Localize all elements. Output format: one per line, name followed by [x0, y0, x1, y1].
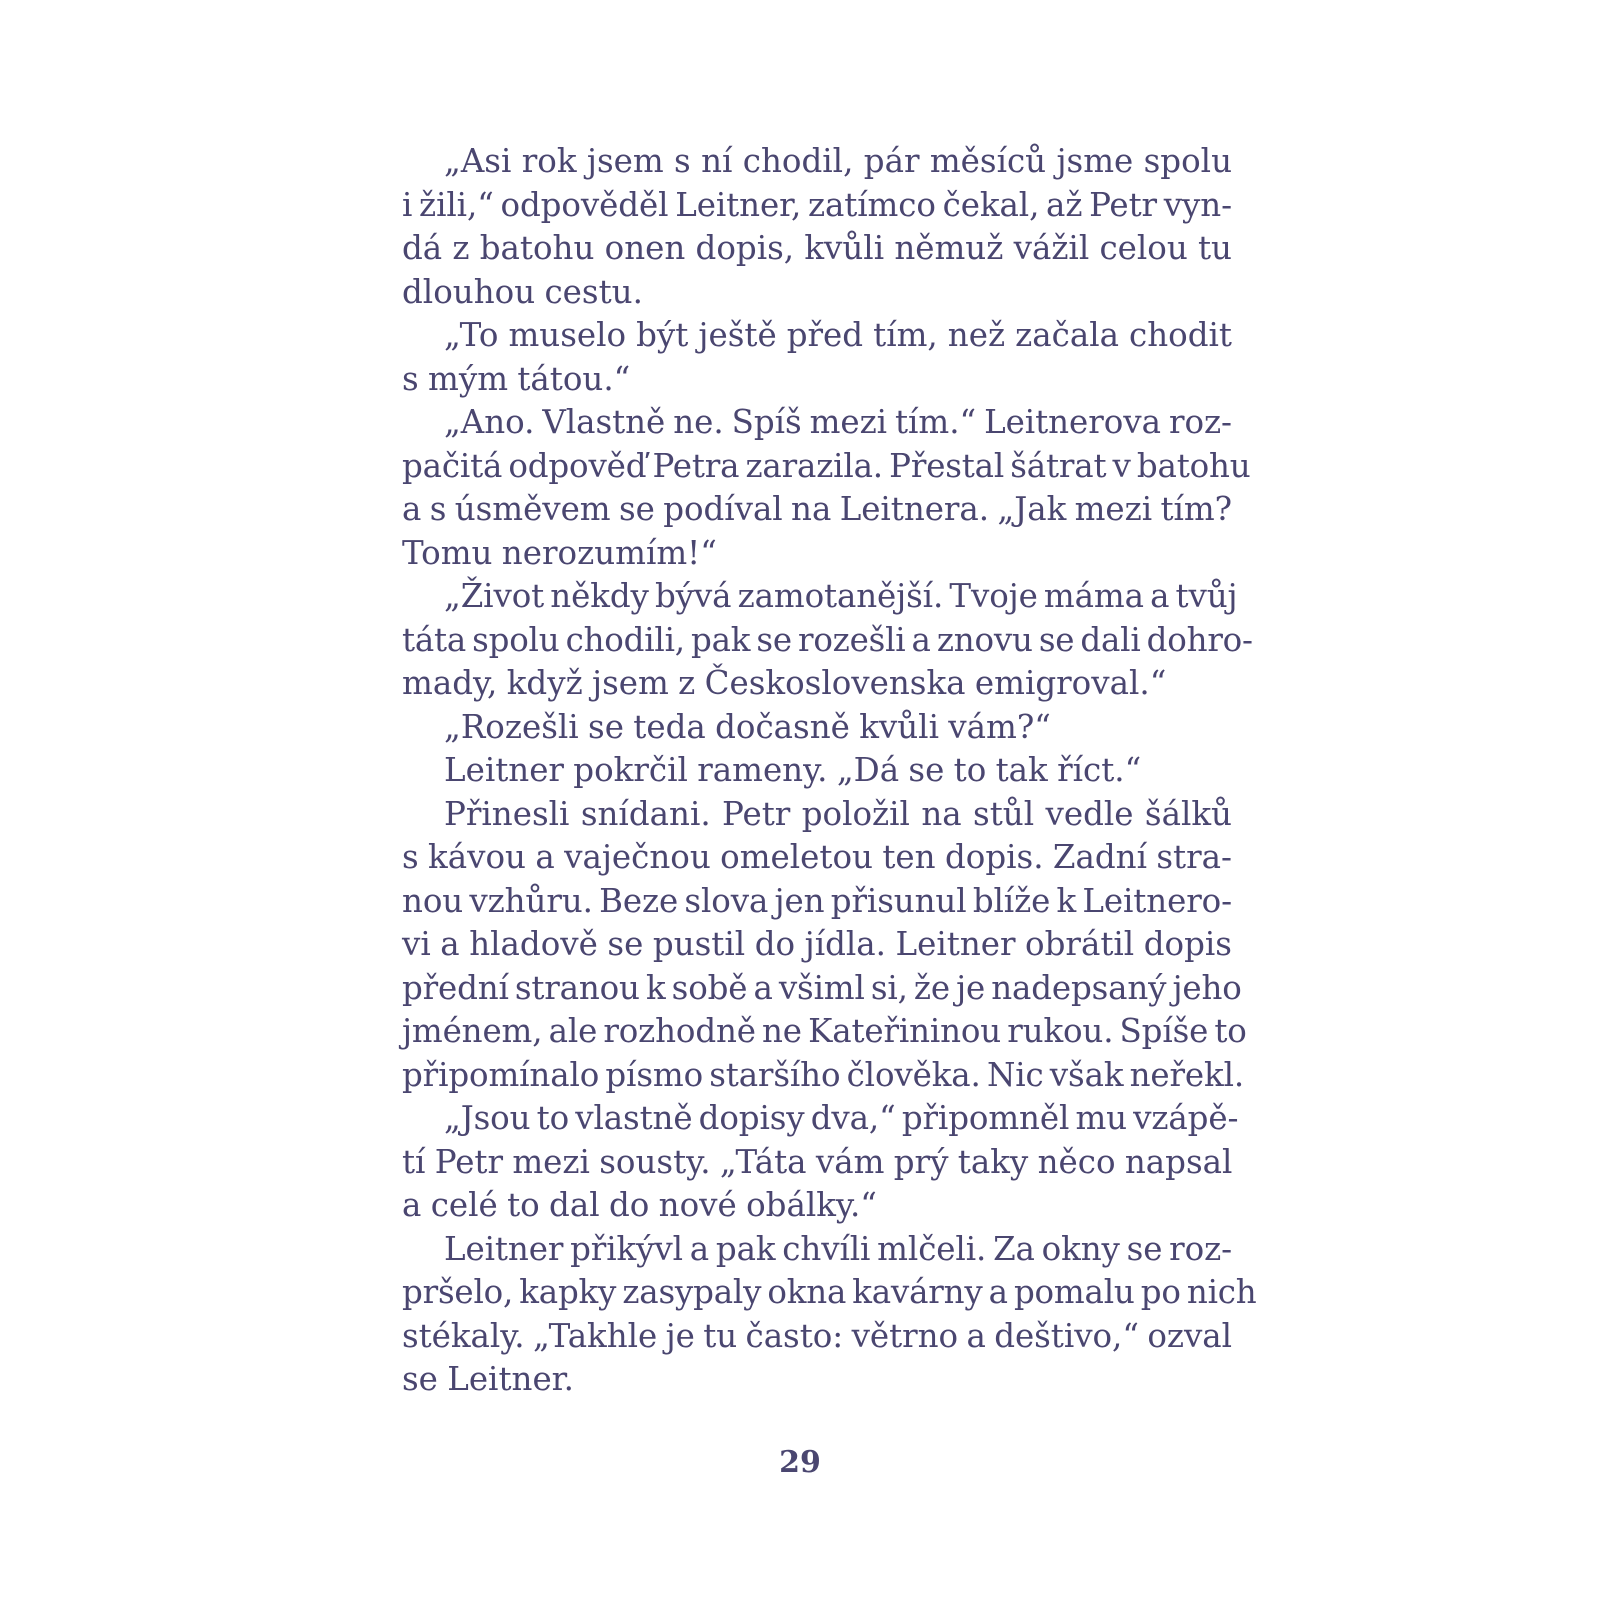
text-line: s kávou a vaječnou omeletou ten dopis. Zadní stra- [402, 838, 1232, 876]
text-line: dá z batohu onen dopis, kvůli němuž vážil celou tu [402, 229, 1232, 267]
text-line: „Asi rok jsem s ní chodil, pár měsíců jsme spolu [444, 142, 1232, 180]
paragraph [402, 1228, 1257, 1402]
text-line: jménem, ale rozhodně ne Kateřininou rukou. Spíše to [402, 1012, 1247, 1050]
text-line: stékaly. „Takhle je tu často: větrno a deštivo,“ ozval [402, 1316, 1232, 1355]
body-text [402, 140, 1257, 1402]
paragraph [402, 1097, 1239, 1228]
text-line: Tomu nerozumím!“ [402, 533, 717, 572]
text-line: „Ano. Vlastně ne. Spíš mezi tím.“ Leitnerova roz- [444, 403, 1232, 441]
paragraph [402, 401, 1251, 575]
text-line: Leitner pokrčil rameny. „Dá se to tak říct.“ [444, 751, 1142, 789]
text-line: Přinesli snídani. Petr položil na stůl vedle šálků [444, 794, 1232, 833]
text-line: mady, když jsem z Československa emigroval.“ [402, 664, 1167, 702]
text-line: a celé to dal do nové obálky.“ [402, 1186, 877, 1224]
text-line: „Rozešli se teda dočasně kvůli vám?“ [444, 707, 1051, 746]
paragraph [402, 575, 1253, 706]
text-line: Leitner přikývl a pak chvíli mlčeli. Za okny se roz- [444, 1229, 1232, 1268]
paragraph [402, 140, 1232, 314]
text-line: a s úsměvem se podíval na Leitnera. „Jak mezi tím? [402, 490, 1232, 528]
page-number: 29 [779, 1445, 821, 1480]
text-line: nou vzhůru. Beze slova jen přisunul blíže k Leitnero- [402, 881, 1232, 920]
text-line: táta spolu chodili, pak se rozešli a znovu se dali dohro- [402, 620, 1253, 659]
text-line: „Jsou to vlastně dopisy dva,“ připomněl mu vzápě- [444, 1099, 1239, 1137]
text-line: pršelo, kapky zasypaly okna kavárny a pomalu po nich [402, 1273, 1257, 1311]
text-line: i žili,“ odpověděl Leitner, zatímco čekal, až Petr vyn- [402, 185, 1232, 224]
text-line: „Život někdy bývá zamotanější. Tvoje máma a tvůj [444, 577, 1238, 615]
text-line: „To muselo být ještě před tím, než začala chodit [444, 316, 1232, 354]
paragraph [402, 793, 1247, 1098]
text-line: přední stranou k sobě a všiml si, že je nadepsaný jeho [402, 968, 1242, 1007]
text-line: připomínalo písmo staršího člověka. Nic však neřekl. [402, 1055, 1245, 1094]
text-line: dlouhou cestu. [402, 272, 643, 311]
text-line: tí Petr mezi sousty. „Táta vám prý taky něco napsal [402, 1142, 1233, 1181]
paragraph [402, 706, 1232, 750]
text-line: pačitá odpověď Petra zarazila. Přestal šátrat v batohu [402, 446, 1251, 485]
text-line: vi a hladově se pustil do jídla. Leitner obrátil dopis [402, 925, 1232, 963]
paragraph [402, 749, 1232, 793]
text-line: s mým tátou.“ [402, 359, 631, 398]
paragraph [402, 314, 1232, 401]
text-line: se Leitner. [402, 1360, 574, 1398]
